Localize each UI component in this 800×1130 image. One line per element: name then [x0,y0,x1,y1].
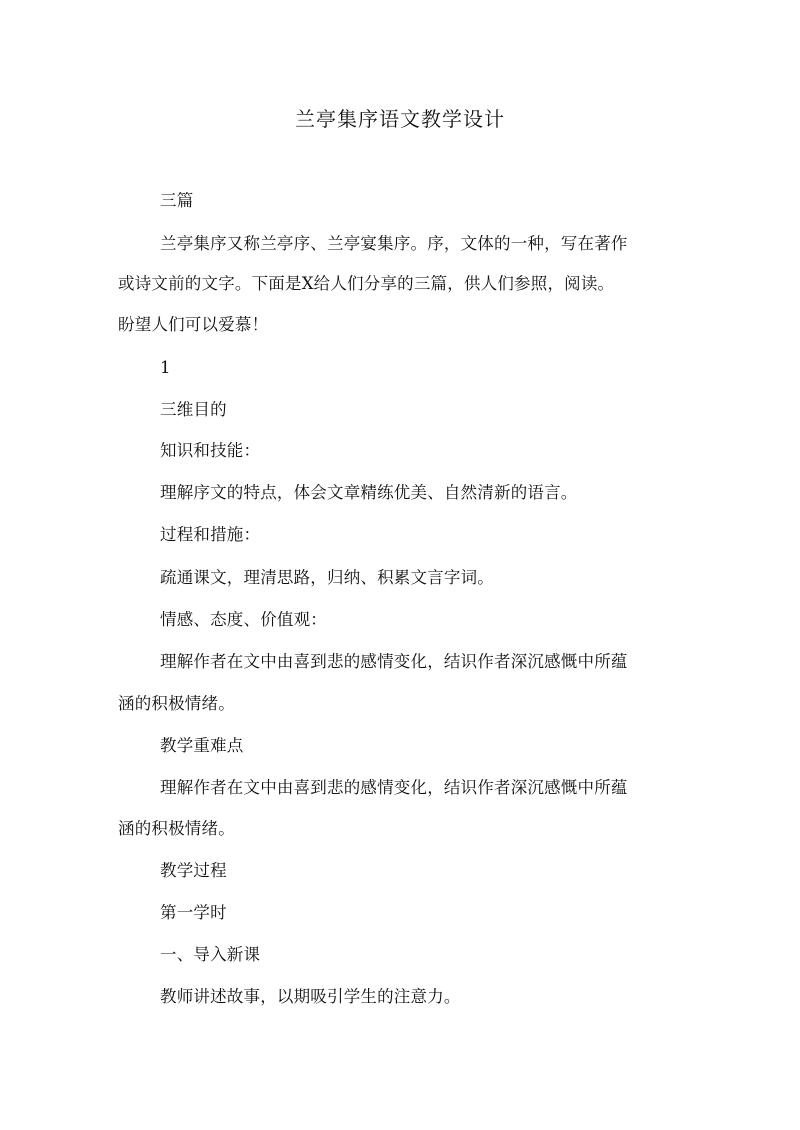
paragraph-line: 理解序文的特点，体会文章精练优美、自然清新的语言。 [160,483,578,502]
section-heading: 教学过程 [160,861,227,880]
section-number: 1 [160,358,171,377]
subheading: 知识和技能： [160,441,261,460]
paragraph-line: 兰亭集序又称兰亭序、兰亭宴集序。序，文体的一种，写在著作 [160,234,628,253]
paragraph-line: 涵的积极情绪。 [118,819,235,838]
document-title: 兰亭集序语文教学设计 [295,107,505,131]
paragraph-line: 疏通课文，理清思路，归纳、积累文言字词。 [160,568,494,587]
subheading: 第一学时 [160,903,227,922]
paragraph-line: 教师讲述故事，以期吸引学生的注意力。 [160,987,461,1006]
paragraph-line: 或诗文前的文字。下面是X给人们分享的三篇，供人们参照，阅读。 [118,274,615,293]
subheading: 情感、态度、价值观： [160,610,327,629]
paragraph-line: 理解作者在文中由喜到悲的感情变化，结识作者深沉感慨中所蕴 [160,652,628,671]
subheading: 一、导入新课 [160,945,261,964]
subheading: 过程和措施： [160,525,261,544]
section-heading: 三篇 [160,191,194,210]
paragraph-line: 盼望人们可以爱慕！ [118,315,269,334]
section-heading: 教学重难点 [160,736,244,755]
section-heading: 三维目的 [160,400,227,419]
paragraph-line: 涵的积极情绪。 [118,694,235,713]
paragraph-line: 理解作者在文中由喜到悲的感情变化，结识作者深沉感慨中所蕴 [160,778,628,797]
